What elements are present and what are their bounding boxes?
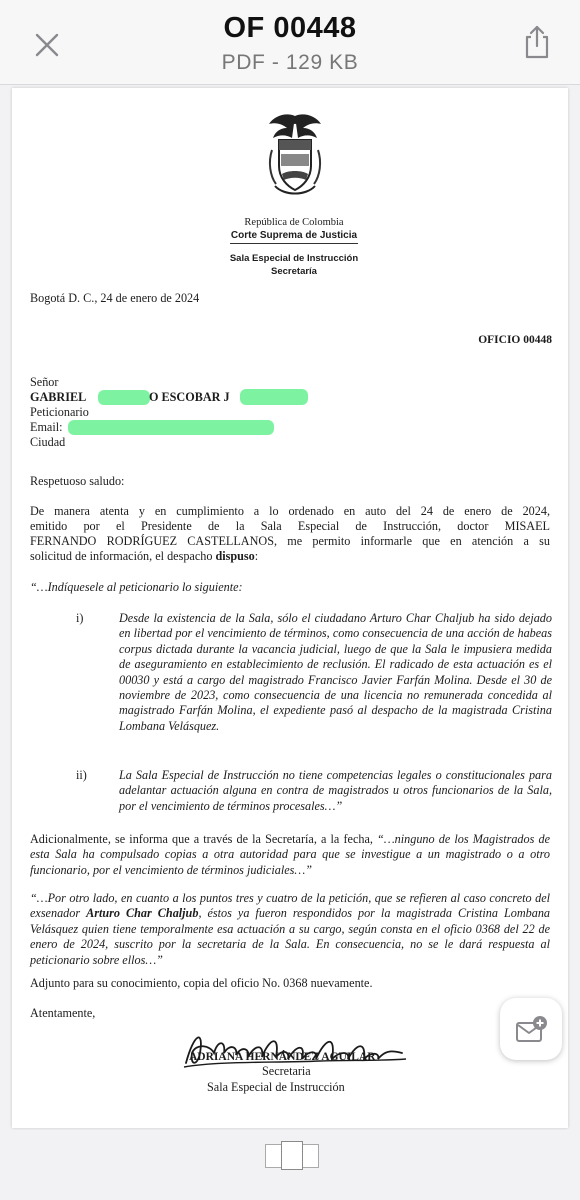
signer-role: Secretaria — [262, 1064, 311, 1078]
paragraph-1-line: De manera atenta y en cumplimiento a lo ordenado en auto del 24 de enero de 2024, — [30, 504, 550, 518]
place-date: Bogotá D. C., 24 de enero de 2024 — [30, 291, 200, 305]
letterhead-office: Secretaría — [271, 266, 317, 277]
share-icon[interactable] — [522, 24, 552, 60]
attachment-note: Adjunto para su conocimiento, copia del oficio No. 0368 nuevamente. — [30, 976, 373, 990]
letterhead-court: Corte Suprema de Justicia — [230, 230, 358, 241]
letterhead-chamber: Sala Especial de Instrucción — [229, 253, 359, 264]
quote-intro: “…Indíquesele al peticionario lo siguiente: — [30, 580, 243, 594]
paragraph-2 — [30, 832, 550, 878]
page-thumbnails[interactable] — [262, 1136, 320, 1176]
paragraph-1-text: solicitud de información, el despacho — [30, 549, 216, 563]
signer-office: Sala Especial de Instrucción — [207, 1080, 345, 1094]
redaction-mark — [240, 389, 308, 405]
closing: Atentamente, — [30, 1006, 96, 1020]
list-item-2: La Sala Especial de Instrucción no tiene competencias legales o constitucionales para adelantar actuación alguna en contra de magistrados u otros funcionarios de la Sala, por el vencimiento de términos procesales…” — [119, 768, 552, 813]
pdf-page[interactable] — [12, 88, 568, 1128]
paragraph-1-line — [30, 549, 550, 564]
envelope-plus-icon — [515, 1015, 549, 1045]
redaction-mark — [98, 390, 150, 405]
recipient-email-label: Email: — [30, 420, 63, 434]
redaction-mark — [68, 420, 274, 435]
paragraph-1-line: emitido por el Presidente de la Sala Especial de Instrucción, doctor MISAEL — [30, 519, 550, 533]
recipient-name-middle: O ESCOBAR J — [149, 390, 230, 404]
document-content — [12, 88, 568, 1128]
recipient-name-first: GABRIEL — [30, 390, 87, 404]
paragraph-3-text: “…Por otro lado, en cuanto a los puntos tres y cuatro de la petición, que se refieren al caso concreto del exsenador — [30, 891, 550, 921]
paragraph-3-text: , éstos ya fueron respondidos por la magistrada Cristina Lombana Velásquez quien tiene temporalmente esa actuación a su cargo, según consta en el oficio 0368 del 22 de enero de 2024, suscrito por la secretaria de la Sala. En consecuencia, no se le dará respuesta al peticionario sobre ellos…” — [30, 906, 551, 967]
paragraph-1-bold: dispuso — [215, 549, 255, 563]
paragraph-3 — [30, 891, 550, 968]
list-marker: ii) — [76, 768, 87, 782]
paragraph-2-text: Adicionalmente, se informa que a través de la Secretaría, a la fecha, — [30, 832, 378, 846]
document-file-info: PDF - 129 KB — [221, 51, 359, 74]
viewer-toolbar — [0, 0, 580, 85]
list-marker: i) — [76, 611, 84, 625]
markup-mail-button[interactable] — [500, 998, 562, 1060]
oficio-number: OFICIO 00448 — [478, 334, 552, 346]
signer-name: ADRIANA HERNÁNDEZ AGUILAR — [189, 1051, 376, 1063]
paragraph-3-bold: Arturo Char Chaljub — [86, 906, 199, 921]
list-item-1: Desde la existencia de la Sala, sólo el ciudadano Arturo Char Chaljub ha sido dejado en libertad por el vencimiento de términos, como consecuencia de una acción de habeas corpus dictada durante la vacancia judicial, luego de que la Sala le impusiera medida de aseguramiento en establecimiento de reclusión. El radicado de esta actuación es el 00030 y está a cargo del magistrado Francisco Javier Farfán Molina. Desde el 30 de noviembre de 2023, como consecuencia de una licencia no remunerada concedida al magistrado Farfán Molina, el expediente pasó al despacho de la magistrada Cristina Lombana Velásquez. — [119, 611, 552, 733]
document-title: OF 00448 — [223, 12, 357, 44]
letterhead-divider — [230, 243, 358, 244]
recipient-city: Ciudad — [30, 435, 66, 449]
recipient-role: Peticionario — [30, 405, 89, 419]
paragraph-1-line: FERNANDO RODRÍGUEZ CASTELLANOS, me permito informarle que en atención a su — [30, 534, 550, 548]
recipient-salutation: Señor — [30, 375, 59, 389]
page-thumbnail-current[interactable] — [281, 1141, 303, 1170]
coat-of-arms-icon — [266, 110, 324, 198]
letterhead-country: República de Colombia — [244, 217, 344, 228]
greeting: Respetuoso saludo: — [30, 474, 125, 488]
paragraph-1-text: : — [254, 549, 259, 563]
page-thumbnail[interactable] — [301, 1144, 319, 1168]
paragraph-2-quote: “…ninguno de los Magistrados de esta Sala ha compulsado copias a otra autoridad para que se investigue a un magistrado o a otro funcionario, por el vencimiento de términos judiciales…” — [30, 832, 551, 877]
